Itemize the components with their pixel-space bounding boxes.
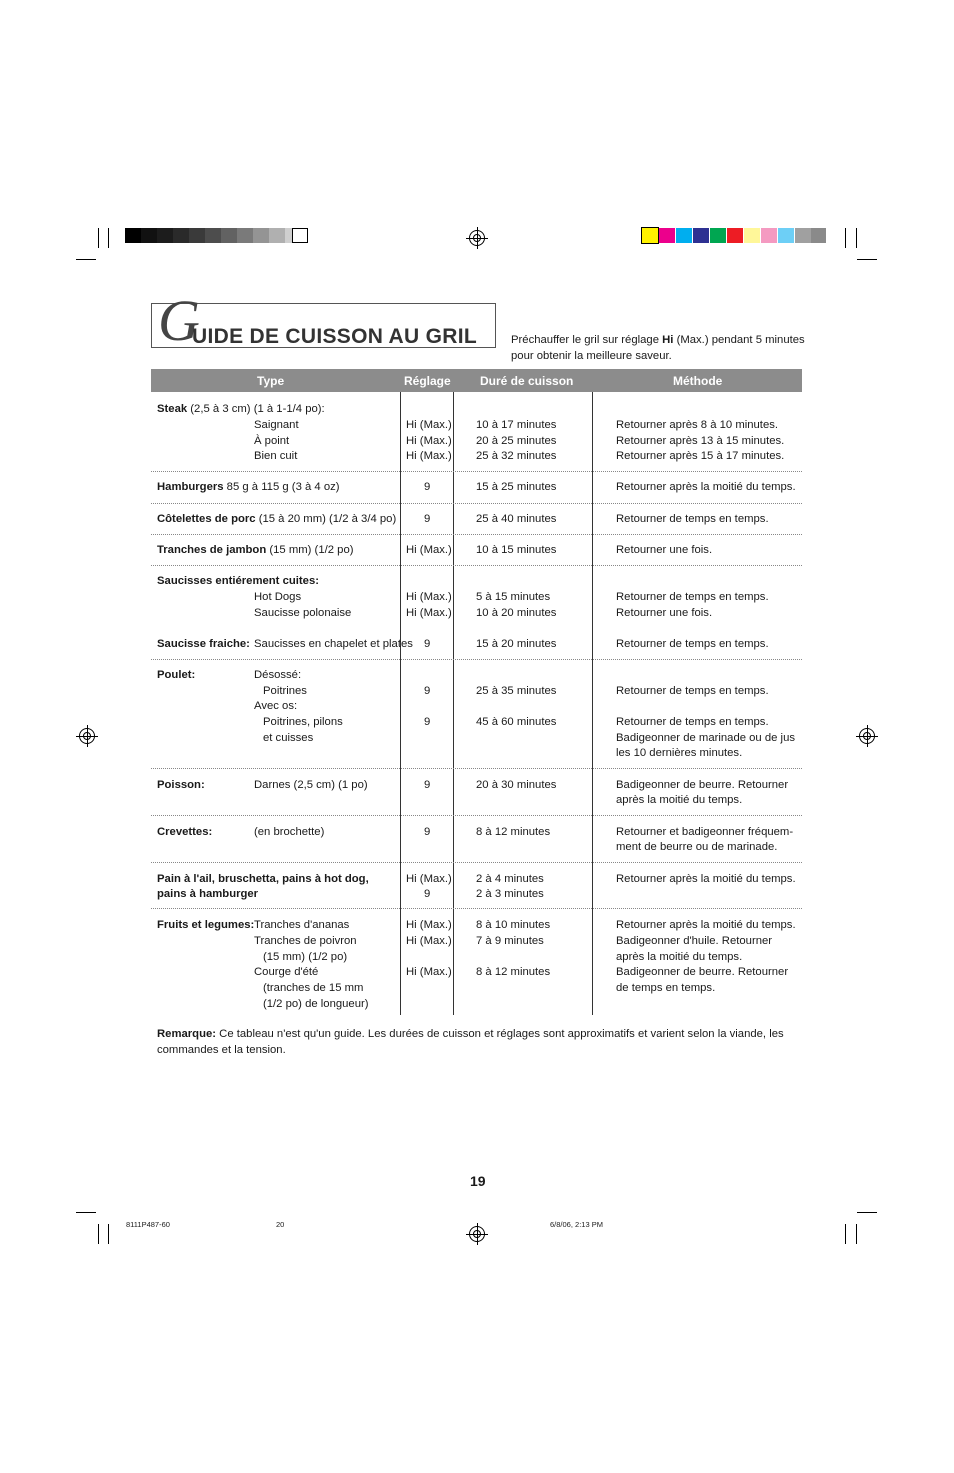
table-header	[151, 369, 802, 392]
cell: 25 à 40 minutes	[476, 513, 557, 525]
cell: 2 à 4 minutes	[476, 873, 544, 885]
cell: 15 à 20 minutes	[476, 638, 557, 650]
table-row: Côtelettes de porc (15 à 20 mm) (1/2 à 3/4 po)	[157, 513, 397, 525]
cell: Poitrines, pilons	[263, 716, 343, 728]
cell: après la moitié du temps.	[616, 794, 743, 806]
crop-mark	[98, 228, 99, 248]
crop-mark	[108, 228, 109, 248]
table-row: Saucisse fraiche:	[157, 638, 250, 650]
footer-code: 8111P487-60	[126, 1220, 170, 1229]
table-row: Fruits et legumes:	[157, 919, 255, 931]
column-divider	[400, 392, 401, 1015]
cell: Retourner après la moitié du temps.	[616, 481, 796, 493]
cell: (tranches de 15 mm	[263, 982, 364, 994]
table-row: Pain à l'ail, bruschetta, pains à hot dog,	[157, 873, 369, 885]
cell: Hi (Max.)	[406, 435, 452, 447]
cell: Retourner après la moitié du temps.	[616, 873, 796, 885]
title-box	[151, 288, 496, 353]
crop-mark	[108, 1224, 109, 1244]
cell: Tranches d'ananas	[254, 919, 350, 931]
cell: Avec os:	[254, 700, 298, 712]
cell: Poitrines	[263, 685, 307, 697]
cell: Badigeonner de beurre. Retourner	[616, 779, 789, 791]
cell: 9	[424, 513, 431, 525]
page-number: 19	[470, 1173, 486, 1189]
cell: 25 à 32 minutes	[476, 450, 557, 462]
row-divider	[151, 471, 802, 472]
cell: Retourner de temps en temps.	[616, 685, 769, 697]
footer-date: 6/8/06, 2:13 PM	[550, 1220, 603, 1229]
cell: 9	[424, 888, 431, 900]
cell: et cuisses	[263, 732, 314, 744]
cell: Retourner une fois.	[616, 607, 713, 619]
crop-mark	[98, 1224, 99, 1244]
cell: Hi (Max.)	[406, 919, 452, 931]
row-divider	[151, 908, 802, 909]
cell: 9	[424, 716, 431, 728]
column-divider	[592, 392, 593, 1015]
crop-mark	[857, 1212, 877, 1213]
cell: Retourner après 8 à 10 minutes.	[616, 419, 779, 431]
cell: 9	[424, 481, 431, 493]
cell: 25 à 35 minutes	[476, 685, 557, 697]
cell: 8 à 12 minutes	[476, 826, 551, 838]
cell: Hi (Max.)	[406, 607, 452, 619]
cell: Hi (Max.)	[406, 450, 452, 462]
table-row: Steak (2,5 à 3 cm) (1 à 1-1/4 po):	[157, 403, 325, 415]
table-row: Hamburgers 85 g à 115 g (3 à 4 oz)	[157, 481, 340, 493]
cell: Hi (Max.)	[406, 966, 452, 978]
crop-mark	[856, 228, 857, 248]
table-row: Crevettes:	[157, 826, 213, 838]
table-row: Poulet:	[157, 669, 196, 681]
header-type: Type	[257, 374, 285, 388]
cell: Saignant	[254, 419, 299, 431]
row-divider	[151, 768, 802, 769]
cell: 5 à 15 minutes	[476, 591, 551, 603]
cell: Retourner et badigeonner fréquem-	[616, 826, 794, 838]
cell: Retourner après 13 à 15 minutes.	[616, 435, 785, 447]
cell: Retourner après 15 à 17 minutes.	[616, 450, 785, 462]
header-setting: Réglage	[404, 374, 451, 388]
cell: Tranches de poivron	[254, 935, 357, 947]
cell: Retourner de temps en temps.	[616, 638, 769, 650]
cell: Désossé:	[254, 669, 302, 681]
cell: pains à hamburger	[157, 888, 259, 900]
row-divider	[151, 503, 802, 504]
column-divider	[453, 392, 454, 1015]
cell: de temps en temps.	[616, 982, 716, 994]
cell: Hi (Max.)	[406, 591, 452, 603]
registration-mark-icon	[469, 230, 485, 246]
cell: Hi (Max.)	[406, 544, 452, 556]
crop-mark	[857, 259, 877, 260]
cell: 7 à 9 minutes	[476, 935, 544, 947]
crop-mark	[76, 1212, 96, 1213]
cell: Badigeonner d'huile. Retourner	[616, 935, 773, 947]
cell: (1/2 po) de longueur)	[263, 998, 369, 1010]
cell: Hi (Max.)	[406, 419, 452, 431]
cell: 9	[424, 685, 431, 697]
registration-mark-icon	[859, 728, 875, 744]
crop-mark	[845, 228, 846, 248]
cell: 8 à 12 minutes	[476, 966, 551, 978]
cell: Courge d'été	[254, 966, 319, 978]
cell: Retourner de temps en temps.	[616, 591, 769, 603]
title-initial: G	[158, 288, 200, 353]
cell: 10 à 20 minutes	[476, 607, 557, 619]
cell: 9	[424, 779, 431, 791]
cell: 9	[424, 638, 431, 650]
cell: 15 à 25 minutes	[476, 481, 557, 493]
header-time: Duré de cuisson	[480, 374, 574, 388]
table-row: Poisson:	[157, 779, 205, 791]
cell: Saucisses en chapelet et plates	[254, 638, 413, 650]
cell: Badigeonner de marinade ou de jus	[616, 732, 795, 744]
cell: (en brochette)	[254, 826, 325, 838]
registration-mark-icon	[79, 728, 95, 744]
cell: ment de beurre ou de marinade.	[616, 841, 778, 853]
cell: 45 à 60 minutes	[476, 716, 557, 728]
cell: Retourner de temps en temps.	[616, 716, 769, 728]
crop-mark	[856, 1224, 857, 1244]
cell: 20 à 30 minutes	[476, 779, 557, 791]
row-divider	[151, 565, 802, 566]
cell: (15 mm) (1/2 po)	[263, 951, 348, 963]
cell: Bien cuit	[254, 450, 298, 462]
cell: Hi (Max.)	[406, 935, 452, 947]
cell: Retourner après la moitié du temps.	[616, 919, 796, 931]
row-divider	[151, 815, 802, 816]
cell: 2 à 3 minutes	[476, 888, 544, 900]
row-divider	[151, 659, 802, 660]
cell: À point	[254, 435, 290, 447]
table-row: Tranches de jambon (15 mm) (1/2 po)	[157, 544, 354, 556]
cell: Saucisse polonaise	[254, 607, 352, 619]
header-method: Méthode	[673, 374, 723, 388]
cell: 20 à 25 minutes	[476, 435, 557, 447]
row-divider	[151, 534, 802, 535]
cell: Hi (Max.)	[406, 873, 452, 885]
intro-text: Préchauffer le gril sur réglage Hi (Max.) pendant 5 minutes pour obtenir la meilleure saveur.	[511, 334, 805, 362]
crop-mark	[845, 1224, 846, 1244]
cell: Retourner une fois.	[616, 544, 713, 556]
cell: Badigeonner de beurre. Retourner	[616, 966, 789, 978]
cell: après la moitié du temps.	[616, 951, 743, 963]
cell: les 10 dernières minutes.	[616, 747, 743, 759]
footer-page: 20	[276, 1220, 285, 1229]
cell: 9	[424, 826, 431, 838]
cell: 10 à 17 minutes	[476, 419, 557, 431]
crop-mark	[76, 259, 96, 260]
registration-mark-icon	[469, 1226, 485, 1242]
cell: Darnes (2,5 cm) (1 po)	[254, 779, 368, 791]
cell: Hot Dogs	[254, 591, 302, 603]
cell: Retourner de temps en temps.	[616, 513, 769, 525]
page-title: UIDE DE CUISSON AU GRIL	[192, 325, 477, 348]
cell: 8 à 10 minutes	[476, 919, 551, 931]
row-divider	[151, 862, 802, 863]
table-row: Saucisses entiérement cuites:	[157, 575, 319, 587]
note: Remarque: Ce tableau n'est qu'un guide. Les durées de cuisson et réglages sont approximatifs et varient selon la viande, les commandes et la tension.	[157, 1028, 784, 1056]
cell: 10 à 15 minutes	[476, 544, 557, 556]
